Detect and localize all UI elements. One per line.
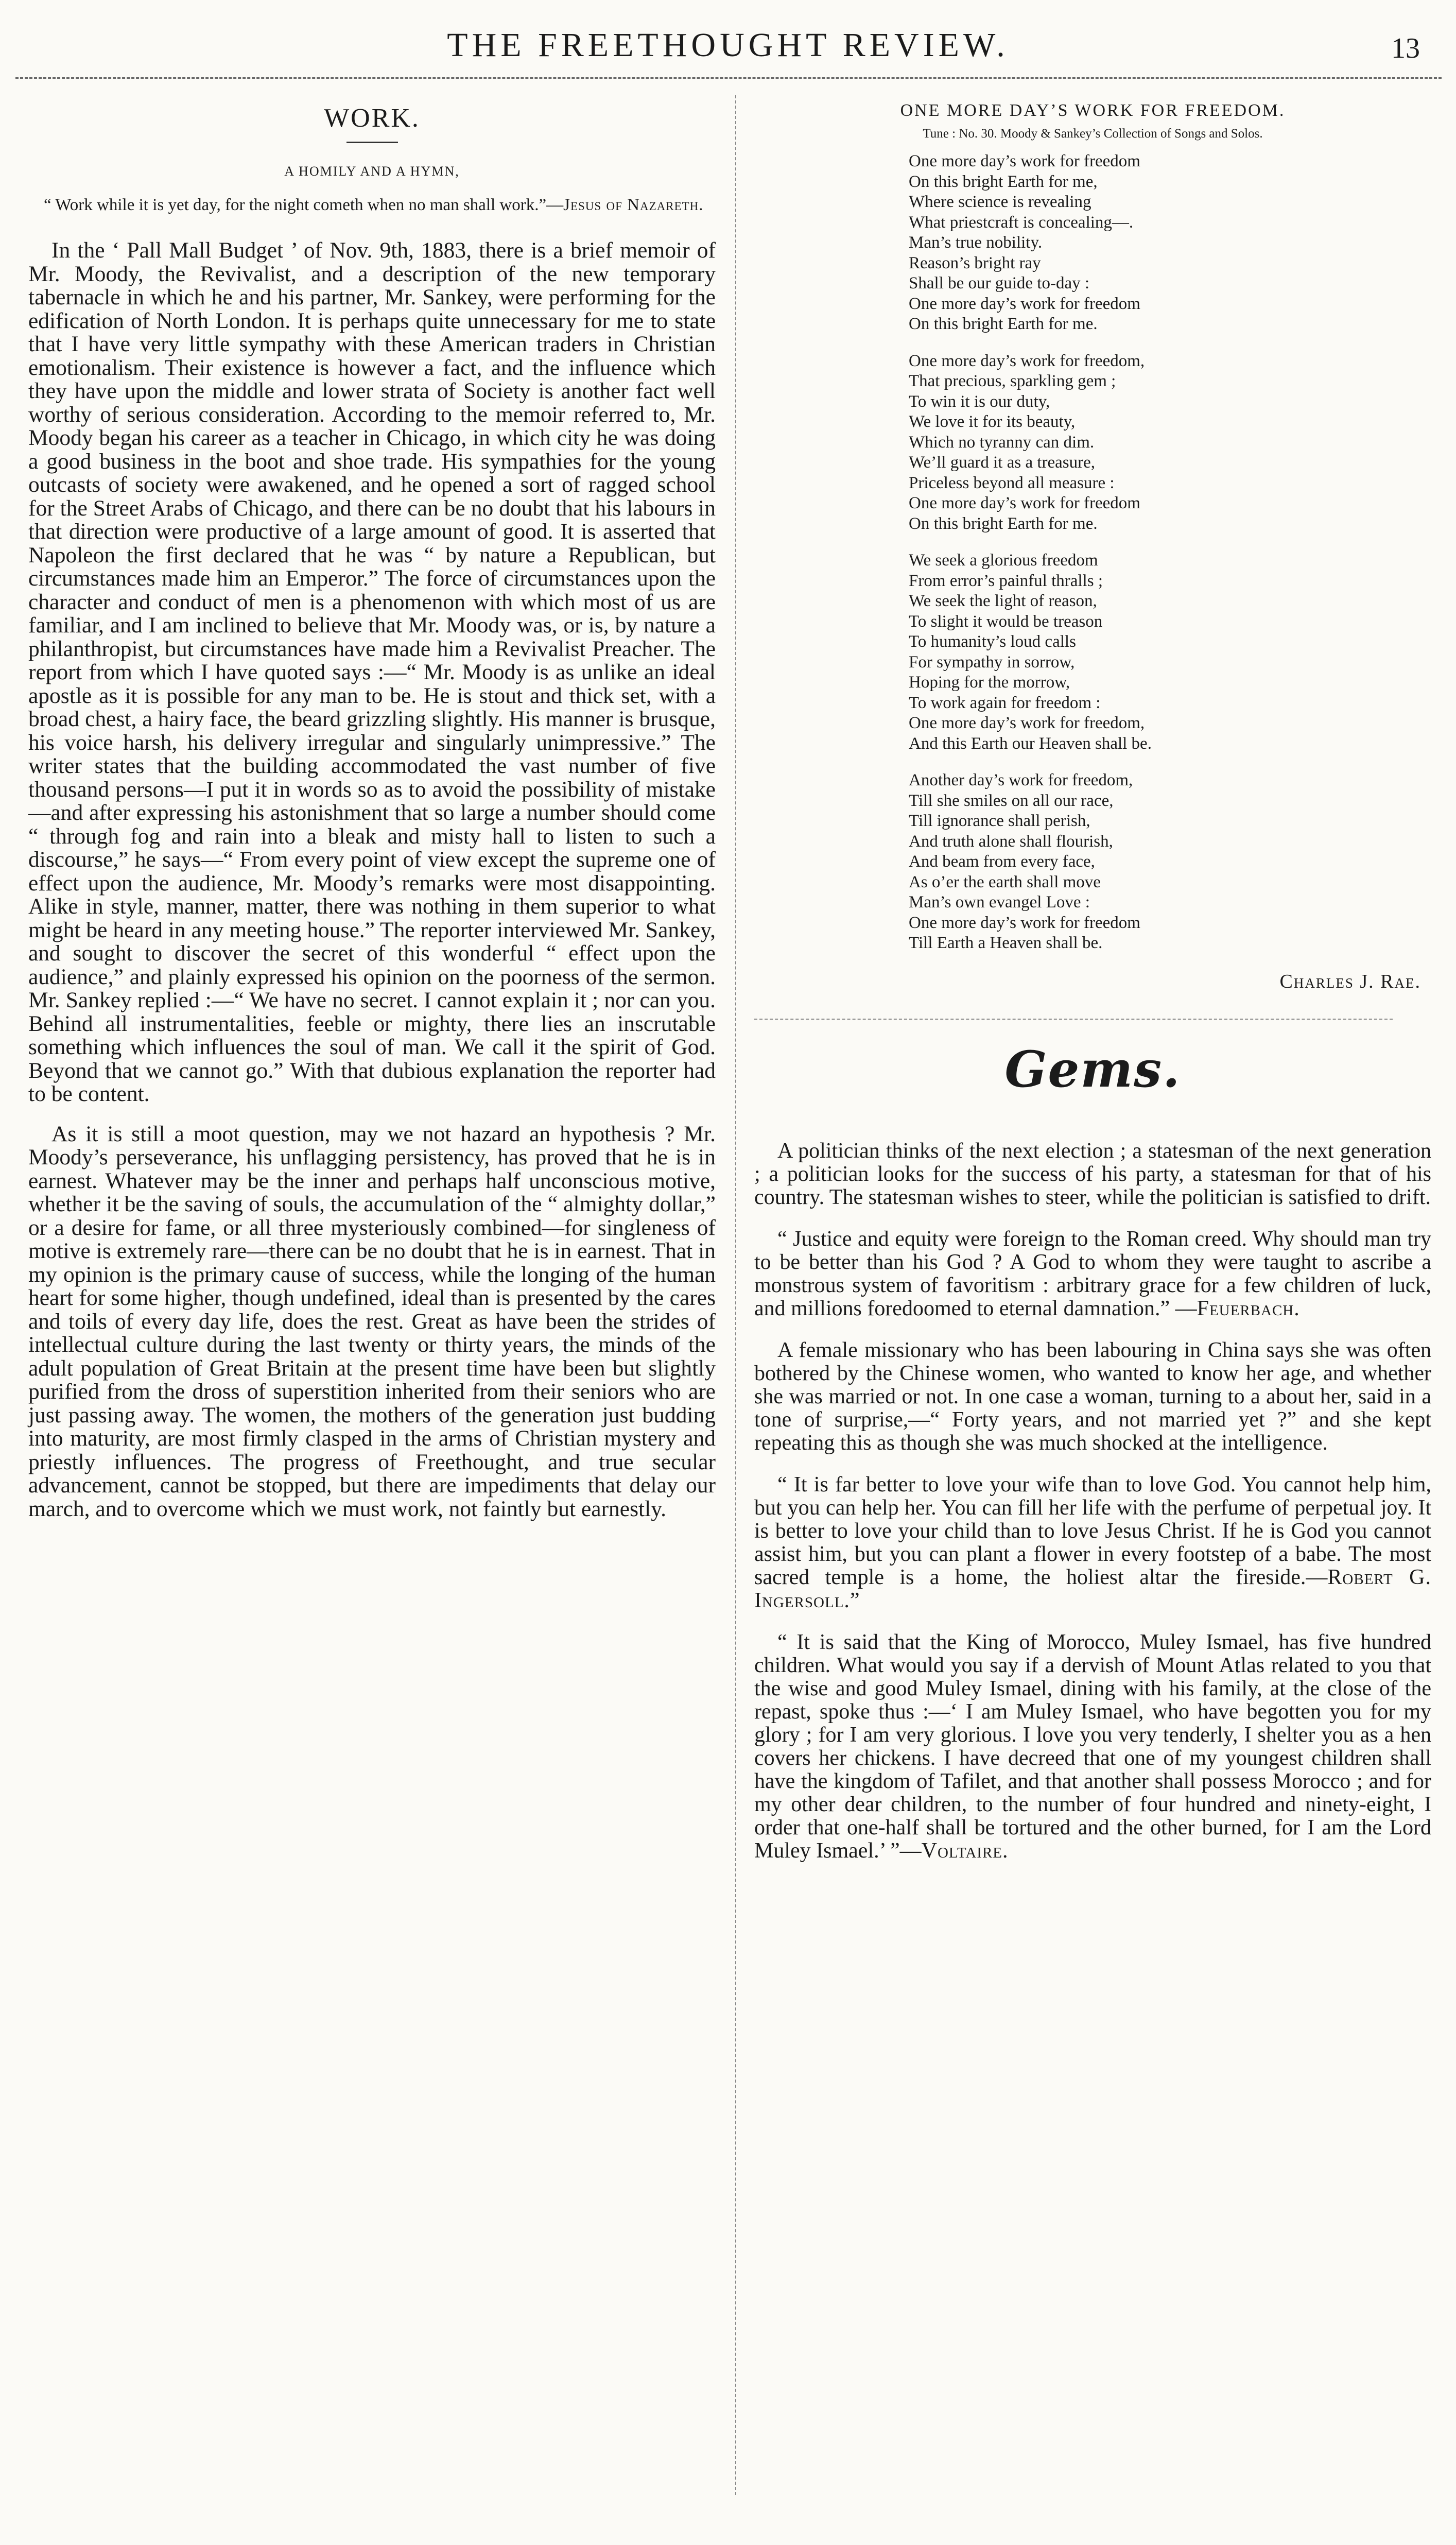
article-paragraph: As it is still a moot question, may we not hazard an hypothesis ? Mr. Moody’s perseverance, his unflagging persistency, has proved that he is in earnest. Whatever may be the inner and perhaps half unconscious motive, whether it be the saving of souls, the accumulation of the “ almighty dollar,” or a desire for fame, or all three mysteriously combined—for singleness of motive is extremely rare—there can be no doubt that he is in earnest. That in my opinion is the primary cause of success, while the longing of the human heart for some higher, though undefined, ideal than is presented by the cares and toils of every day life, does the rest. Great as have been the strides of intellectual culture during the last twenty or thirty years, the minds of the adult population of Great Britain at the present time have been but slightly purified from the dross of superstition inherited from their seniors who are just passing away. The women, the mothers of the generation just budding into maturity, are most firmly clasped in the arms of Christian mystery and priestly influences. The progress of Freethought, and true secular advancement, cannot be stopped, but there are impediments that delay our march, and to overcome which we must work, not faintly but earnestly. xyxy=(28,1121,716,1521)
poem-line: We love it for its beauty, xyxy=(909,412,1076,431)
poem-line: One more day’s work for freedom, xyxy=(909,714,1145,732)
article-subtitle: A HOMILY AND A HYMN, xyxy=(284,164,460,179)
epigraph-text: “ Work while it is yet day, for the night cometh when no man shall work.”— xyxy=(44,196,564,214)
poem-line: For sympathy in sorrow, xyxy=(909,652,1075,672)
gem-item xyxy=(754,1228,1431,1320)
gem-item xyxy=(754,1140,1431,1209)
article-paragraph: In the ‘ Pall Mall Budget ’ of Nov. 9th, 1883, there is a brief memoir of Mr. Moody, the Revivalist, and a description of the new temporary tabernacle in which he and his partner, Mr. Sankey, were performing for the edification of North London. It is perhaps quite unnecessary for me to state that I have very little sympathy with these American traders in Christian emotionalism. Their existence is however a fact, and the influence which they have upon the middle and lower strata of Society is another fact well worthy of serious consideration. According to the memoir referred to, Mr. Moody began his career as a teacher in Chicago, in which city he was doing a good business in the boot and shoe trade. His sympathies for the young outcasts of society were awakened, and he opened a sort of ragged school for the Street Arabs of Chicago, and there can be no doubt that his labours in that direction were productive of a large amount of good. It is asserted that Napoleon the first declared that he was “ by nature a Republican, but circumstances made him an Emperor.” The force of circumstances upon the character and conduct of men is a phenomenon with which most of us are familiar, and I am inclined to believe that Mr. Moody was, or is, by nature a philanthropist, but circumstances have made him a Revivalist Preacher. The report from which I have quoted says :—“ Mr. Moody is as unlike an ideal apostle as it is possible for any man to be. He is stout and thick set, with a broad chest, a hairy face, the beard grizzling slightly. His manner is brusque, his voice harsh, his delivery irregular and singularly unimpressive.” The writer states that the building accommodated the vast number of five thousand persons—I put it in words so as to avoid the possibility of mistake—and after expressing his astonishment that so large a number should come “ through fog and rain into a bleak and misty hall to listen to such a discourse,” he says—“ From every point of view except the supreme one of effect upon the audience, Mr. Moody’s remarks were most disappointing. Alike in style, manner, matter, there was nothing in them superior to what might be heard in any meeting house.” The reporter interviewed Mr. Sankey, and sought to discover the secret of this wonderful “ effect upon the audience,” and plainly expressed his opinion on the poorness of the sermon. Mr. Sankey replied :—“ We have no secret. I cannot explain it ; nor can you. Behind all instrumentalities, feeble or mighty, there lies an inscrutable something which influences the soul of man. We call it the spirit of God. Beyond that we cannot go.” With that dubious explanation the reporter had to be content. xyxy=(28,238,716,1106)
masthead xyxy=(0,21,1456,72)
gem-attribution: Voltaire. xyxy=(921,1838,1009,1863)
gem-item xyxy=(754,1339,1431,1455)
poem-line: Till Earth a Heaven shall be. xyxy=(909,934,1103,952)
gem-item xyxy=(754,1631,1431,1863)
column-divider xyxy=(735,95,736,2495)
poem-line: One more day’s work for freedom xyxy=(909,152,1140,170)
epigraph-attribution: Jesus of Nazareth. xyxy=(563,196,704,214)
left-column xyxy=(28,98,716,1537)
gems-heading: Gems. xyxy=(1004,1040,1181,1098)
gem-text: “ It is far better to love your wife than to love God. You cannot help him, but you can help her. You can fill her life with the perfume of perpetual joy. It is better to love your child than to love Jesus Christ. If he is God you cannot assist him, but you can plant a flower in every footstep of a babe. The most sacred temple is a home, the holiest altar the fireside.— xyxy=(754,1472,1431,1589)
poem-line: We seek the light of reason, xyxy=(909,592,1097,610)
page-number: 13 xyxy=(1391,32,1420,64)
poem-stanza xyxy=(754,770,1431,954)
poem-line: And beam from every face, xyxy=(909,852,1095,871)
poem-line: One more day’s work for freedom xyxy=(909,913,1140,932)
publication-title: THE FREETHOUGHT REVIEW. xyxy=(447,26,1009,64)
poem-line: On this bright Earth for me. xyxy=(909,315,1098,333)
poem-line: And this Earth our Heaven shall be. xyxy=(909,734,1152,753)
poem-line: We’ll guard it as a treasure, xyxy=(909,453,1096,472)
section-rule xyxy=(754,1019,1393,1020)
gem-attribution: Robert G. Ingersoll.” xyxy=(754,1565,1431,1612)
poem-line: To win it is our duty, xyxy=(909,392,1050,411)
poem-line: On this bright Earth for me. xyxy=(909,514,1098,533)
gem-text: “ It is said that the King of Morocco, Muley Ismael, has five hundred children. What would you say if a dervish of Mount Atlas related to you that the wise and good Muley Ismael, dining with his family, at the close of the repast, spoke thus :—‘ I am Muley Ismael, who have begotten you for my glory ; for I am very glorious. I love you very tenderly, I shelter you as a hen covers her chickens. I have decreed that one of my youngest children shall have the kingdom of Tafilet, and that another shall possess Morocco ; and for my other dear children, to the number of four hundred and ninety-eight, I order that one-half shall be tortured and the other burned, for I am the Lord Muley Ismael.’ ”— xyxy=(754,1630,1431,1863)
poem-line: What priestcraft is concealing—. xyxy=(909,213,1134,232)
poem-line: To humanity’s loud calls xyxy=(909,632,1076,651)
poem-stanza xyxy=(754,151,1431,335)
poem-line: Reason’s bright ray xyxy=(909,253,1041,272)
poem-tune: Tune : No. 30. Moody & Sankey’s Collection of Songs and Solos. xyxy=(923,127,1263,141)
poem-line: And truth alone shall flourish, xyxy=(909,832,1113,851)
poem-stanza xyxy=(754,551,1431,754)
title-rule xyxy=(346,142,398,143)
gem-text: “ Justice and equity were foreign to the Roman creed. Why should man try to be better than his God ? A God to whom they were taught to ascribe a monstrous system of favoritism : arbitrary grace for a few children of luck, and millions foredoomed to eternal damnation.” — xyxy=(754,1227,1431,1320)
gem-text: A politician thinks of the next election ; a statesman of the next generation ; a politician looks for the success of his party, a statesman for that of his country. The statesman wishes to steer, while the politician is satisfied to drift. xyxy=(754,1139,1431,1209)
gem-item xyxy=(754,1473,1431,1612)
poem-stanza xyxy=(754,351,1431,535)
header-rule xyxy=(15,77,1442,79)
poem-line: Man’s own evangel Love : xyxy=(909,893,1090,912)
right-column xyxy=(754,98,1431,1881)
poem-line: Shall be our guide to-day : xyxy=(909,274,1090,293)
poem-line: To work again for freedom : xyxy=(909,693,1101,712)
poem-author: Charles J. Rae. xyxy=(1279,970,1421,992)
poem-line: Where science is revealing xyxy=(909,193,1091,211)
poem-line: To slight it would be treason xyxy=(909,612,1103,631)
article-title: WORK. xyxy=(324,104,420,133)
poem-line: Till ignorance shall perish, xyxy=(909,812,1090,830)
poem-line: Hoping for the morrow, xyxy=(909,673,1070,692)
poem-line: Which no tyranny can dim. xyxy=(909,433,1095,452)
poem-line: Man’s true nobility. xyxy=(909,233,1043,252)
poem-line: Priceless beyond all measure : xyxy=(909,473,1115,492)
epigraph xyxy=(28,195,716,215)
poem-line: From error’s painful thralls ; xyxy=(909,571,1103,590)
poem-line: As o’er the earth shall move xyxy=(909,872,1101,891)
poem-line: One more day’s work for freedom xyxy=(909,294,1140,313)
poem-line: On this bright Earth for me, xyxy=(909,172,1098,191)
gem-attribution: Feuerbach. xyxy=(1197,1296,1300,1320)
gem-text: A female missionary who has been labouring in China says she was often bothered by the Chinese women, who wanted to know her age, and whether she was married or not. In one case a woman, turning to a about her, said in a tone of surprise,—“ Forty years, and not married yet ?” and she kept repeating this as though she was much shocked at the intelligence. xyxy=(754,1338,1431,1455)
poem-line: That precious, sparkling gem ; xyxy=(909,372,1116,390)
poem-line: Till she smiles on all our race, xyxy=(909,791,1114,810)
poem-line: We seek a glorious freedom xyxy=(909,551,1098,570)
poem-line: One more day’s work for freedom xyxy=(909,494,1140,512)
poem-line: One more day’s work for freedom, xyxy=(909,351,1145,370)
poem-title: ONE MORE DAY’S WORK FOR FREEDOM. xyxy=(900,101,1286,120)
poem-line: Another day’s work for freedom, xyxy=(909,771,1133,789)
